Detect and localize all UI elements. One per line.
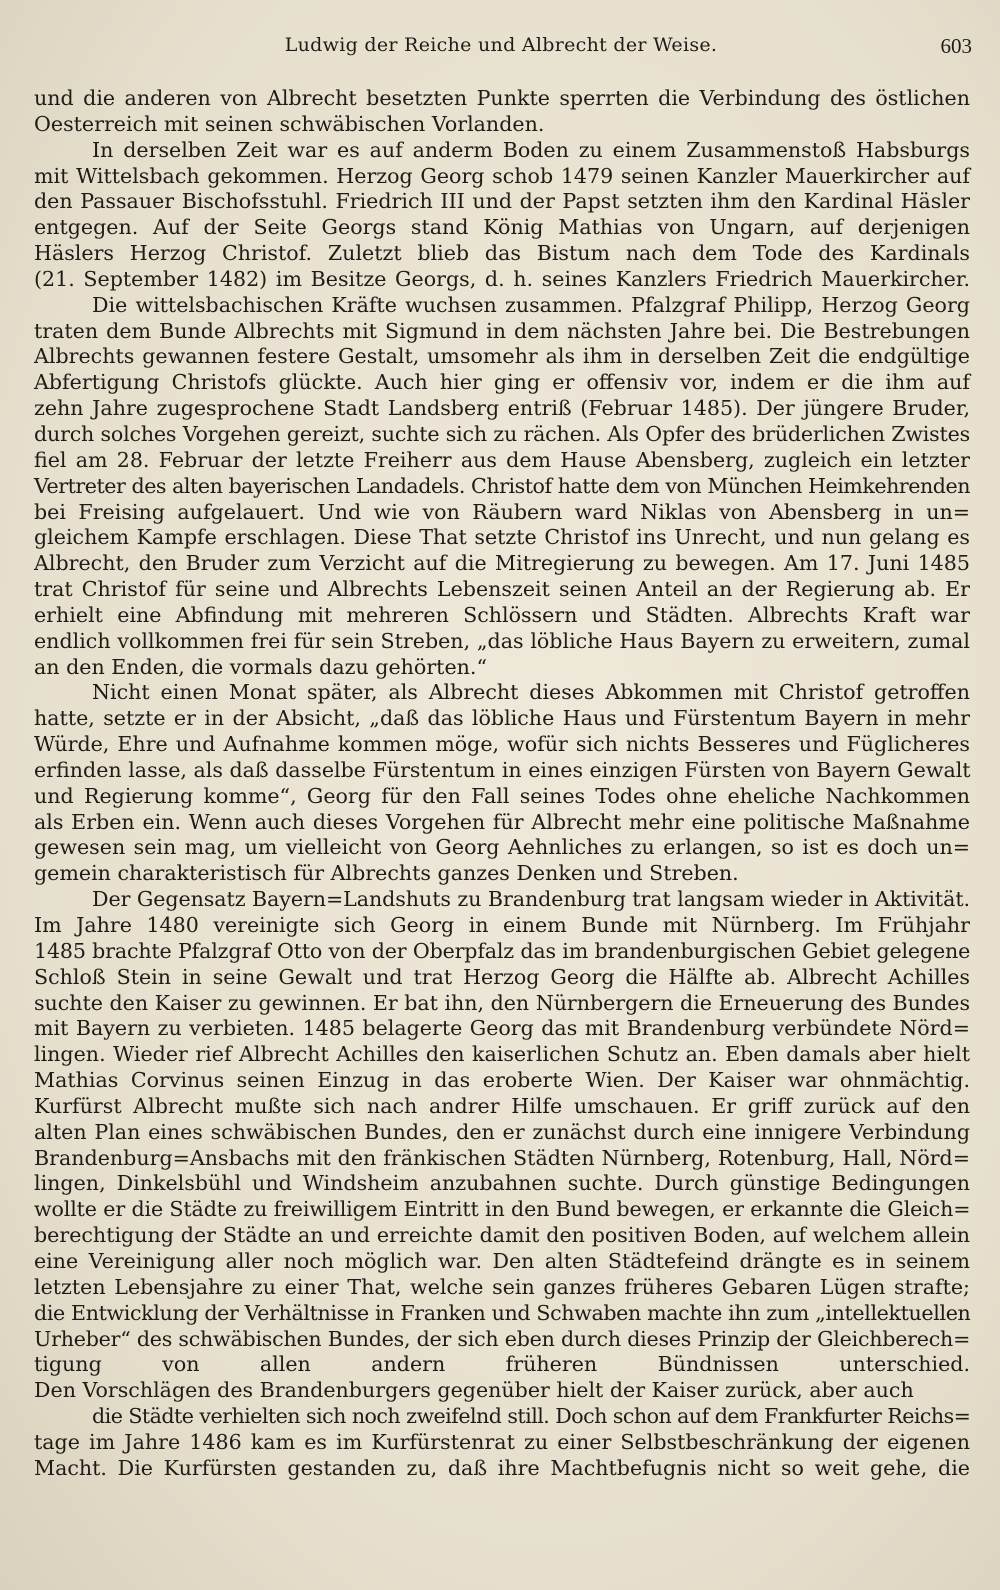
- text-line: Vertreter des alten bayerischen Landadels. Christof hatte dem von München Heimkehrenden: [34, 473, 970, 498]
- page-header: [30, 34, 972, 64]
- text-line: erhielt eine Abfindung mit mehreren Schlössern und Städten. Albrechts Kraft war: [34, 602, 970, 627]
- text-line: gleichem Kampfe erschlagen. Diese That setzte Christof ins Unrecht, und nun gelang es: [34, 525, 970, 550]
- text-line: Die wittelsbachischen Kräfte wuchsen zusammen. Pfalzgraf Philipp, Herzog Georg: [92, 292, 970, 317]
- text-line: Brandenburg=Ansbachs mit den fränkischen Städten Nürnberg, Rotenburg, Hall, Nörd=: [34, 1145, 970, 1170]
- text-line: Oesterreich mit seinen schwäbischen Vorlanden.: [34, 111, 545, 136]
- text-line: Würde, Ehre und Aufnahme kommen möge, wofür sich nichts Besseres und Füglicheres: [34, 732, 970, 757]
- text-line: (21. September 1482) im Besitze Georgs, d. h. seines Kanzlers Friedrich Mauerkircher.: [34, 266, 970, 291]
- text-line: Den Vorschlägen des Brandenburgers gegenüber hielt der Kaiser zurück, aber auch: [34, 1378, 914, 1403]
- page-number: 603: [940, 34, 972, 58]
- text-line: Kurfürst Albrecht mußte sich nach andrer Hilfe umschauen. Er griff zurück auf den: [34, 1093, 970, 1118]
- text-line: Schloß Stein in seine Gewalt und trat Herzog Georg die Hälfte ab. Albrecht Achilles: [34, 964, 970, 989]
- text-line: an den Enden, die vormals dazu gehörten.“: [34, 654, 487, 679]
- text-line: bei Freising aufgelauert. Und wie von Räubern ward Niklas von Abensberg in un=: [34, 499, 970, 524]
- text-line: den Passauer Bischofsstuhl. Friedrich III und der Papst setzten ihm den Kardinal Häsler: [34, 189, 970, 214]
- body-text: [34, 86, 970, 1482]
- text-line: mit Wittelsbach gekommen. Herzog Georg schob 1479 seinen Kanzler Mauerkircher auf: [34, 163, 970, 188]
- text-line: Häslers Herzog Christof. Zuletzt blieb das Bistum nach dem Tode des Kardinals: [34, 241, 970, 266]
- text-line: wollte er die Städte zu freiwilligem Eintritt in den Bund bewegen, er erkannte die Gleich=: [34, 1197, 971, 1222]
- text-line: gewesen sein mag, um vielleicht von Georg Aehnliches zu erlangen, so ist es doch un=: [34, 835, 970, 860]
- text-line: mit Bayern zu verbieten. 1485 belagerte Georg das mit Brandenburg verbündete Nörd=: [34, 1016, 970, 1041]
- text-line: Macht. Die Kurfürsten gestanden zu, daß ihre Machtbefugnis nicht so weit gehe, die: [34, 1455, 970, 1480]
- text-line: eine Vereinigung aller noch möglich war. Den alten Städtefeind drängte es in seinem: [34, 1248, 970, 1273]
- text-line: endlich vollkommen frei für sein Streben, „das löbliche Haus Bayern zu erweitern, zumal: [34, 628, 970, 653]
- text-line: lingen, Dinkelsbühl und Windsheim anzubahnen suchte. Durch günstige Bedingungen: [34, 1171, 970, 1196]
- text-line: die Entwicklung der Verhältnisse in Franken und Schwaben machte ihn zum „intellektuellen: [34, 1300, 971, 1325]
- text-line: alten Plan eines schwäbischen Bundes, den er zunächst durch eine innigere Verbindung: [34, 1119, 970, 1144]
- text-line: In derselben Zeit war es auf anderm Boden zu einem Zusammenstoß Habsburgs: [92, 137, 970, 162]
- text-line: letzten Lebensjahre zu einer That, welche sein ganzes früheres Gebaren Lügen strafte;: [34, 1274, 970, 1299]
- text-line: Abfertigung Christofs glückte. Auch hier ging er offensiv vor, indem er die ihm auf: [34, 370, 970, 395]
- text-line: Mathias Corvinus seinen Einzug in das eroberte Wien. Der Kaiser war ohnmächtig.: [34, 1068, 970, 1093]
- text-line: Nicht einen Monat später, als Albrecht dieses Abkommen mit Christof getroffen: [92, 680, 970, 705]
- text-line: hatte, setzte er in der Absicht, „daß das löbliche Haus und Fürstentum Bayern in mehr: [34, 706, 970, 731]
- text-line: die Städte verhielten sich noch zweifelnd still. Doch schon auf dem Frankfurter Reichs=: [92, 1404, 971, 1429]
- text-line: gemein charakteristisch für Albrechts ganzes Denken und Streben.: [34, 861, 739, 886]
- text-line: fiel am 28. Februar der letzte Freiherr aus dem Hause Abensberg, zugleich ein letzter: [34, 447, 970, 472]
- running-title: Ludwig der Reiche und Albrecht der Weise.: [284, 34, 718, 56]
- text-line: Der Gegensatz Bayern=Landshuts zu Brandenburg trat langsam wieder in Aktivität.: [92, 887, 971, 912]
- text-line: erfinden lasse, als daß dasselbe Fürstentum in eines einzigen Fürsten von Bayern Gewalt: [34, 757, 971, 782]
- text-line: tigung von allen andern früheren Bündnissen unterschied.: [34, 1352, 970, 1377]
- text-line: und Regierung komme“, Georg für den Fall seines Todes ohne eheliche Nachkommen: [34, 783, 970, 808]
- text-line: zehn Jahre zugesprochene Stadt Landsberg entriß (Februar 1485). Der jüngere Bruder,: [34, 396, 970, 421]
- text-line: Urheber“ des schwäbischen Bundes, der sich eben durch dieses Prinzip der Gleichberech=: [34, 1326, 971, 1351]
- text-line: tage im Jahre 1486 kam es im Kurfürstenrat zu einer Selbstbeschränkung der eigenen: [34, 1429, 970, 1454]
- text-line: und die anderen von Albrecht besetzten Punkte sperrten die Verbindung des östlichen: [34, 86, 970, 110]
- text-line: als Erben ein. Wenn auch dieses Vorgehen für Albrecht mehr eine politische Maßnahme: [34, 809, 970, 834]
- text-line: Im Jahre 1480 vereinigte sich Georg in einem Bunde mit Nürnberg. Im Frühjahr: [34, 913, 970, 937]
- text-line: durch solches Vorgehen gereizt, suchte sich zu rächen. Als Opfer des brüderlichen Zwistes: [34, 421, 970, 446]
- text-line: Albrecht, den Bruder zum Verzicht auf die Mitregierung zu bewegen. Am 17. Juni 1485: [34, 551, 970, 576]
- text-line: berechtigung der Städte an und erreichte damit den positiven Boden, auf welchem allein: [34, 1223, 970, 1248]
- text-line: lingen. Wieder rief Albrecht Achilles den kaiserlichen Schutz an. Eben damals aber hielt: [34, 1042, 970, 1067]
- text-line: traten dem Bunde Albrechts mit Sigmund in dem nächsten Jahre bei. Die Bestrebungen: [34, 318, 970, 343]
- text-line: trat Christof für seine und Albrechts Lebenszeit seinen Anteil an der Regierung ab. Er: [34, 577, 970, 602]
- text-line: Albrechts gewannen festere Gestalt, umsomehr als ihm in derselben Zeit die endgültige: [34, 344, 970, 369]
- text-line: entgegen. Auf der Seite Georgs stand König Mathias von Ungarn, auf derjenigen: [34, 215, 970, 240]
- text-line: 1485 brachte Pfalzgraf Otto von der Oberpfalz das im brandenburgischen Gebiet gelegene: [34, 938, 971, 963]
- text-line: suchte den Kaiser zu gewinnen. Er bat ihn, den Nürnbergern die Erneuerung des Bundes: [34, 990, 970, 1015]
